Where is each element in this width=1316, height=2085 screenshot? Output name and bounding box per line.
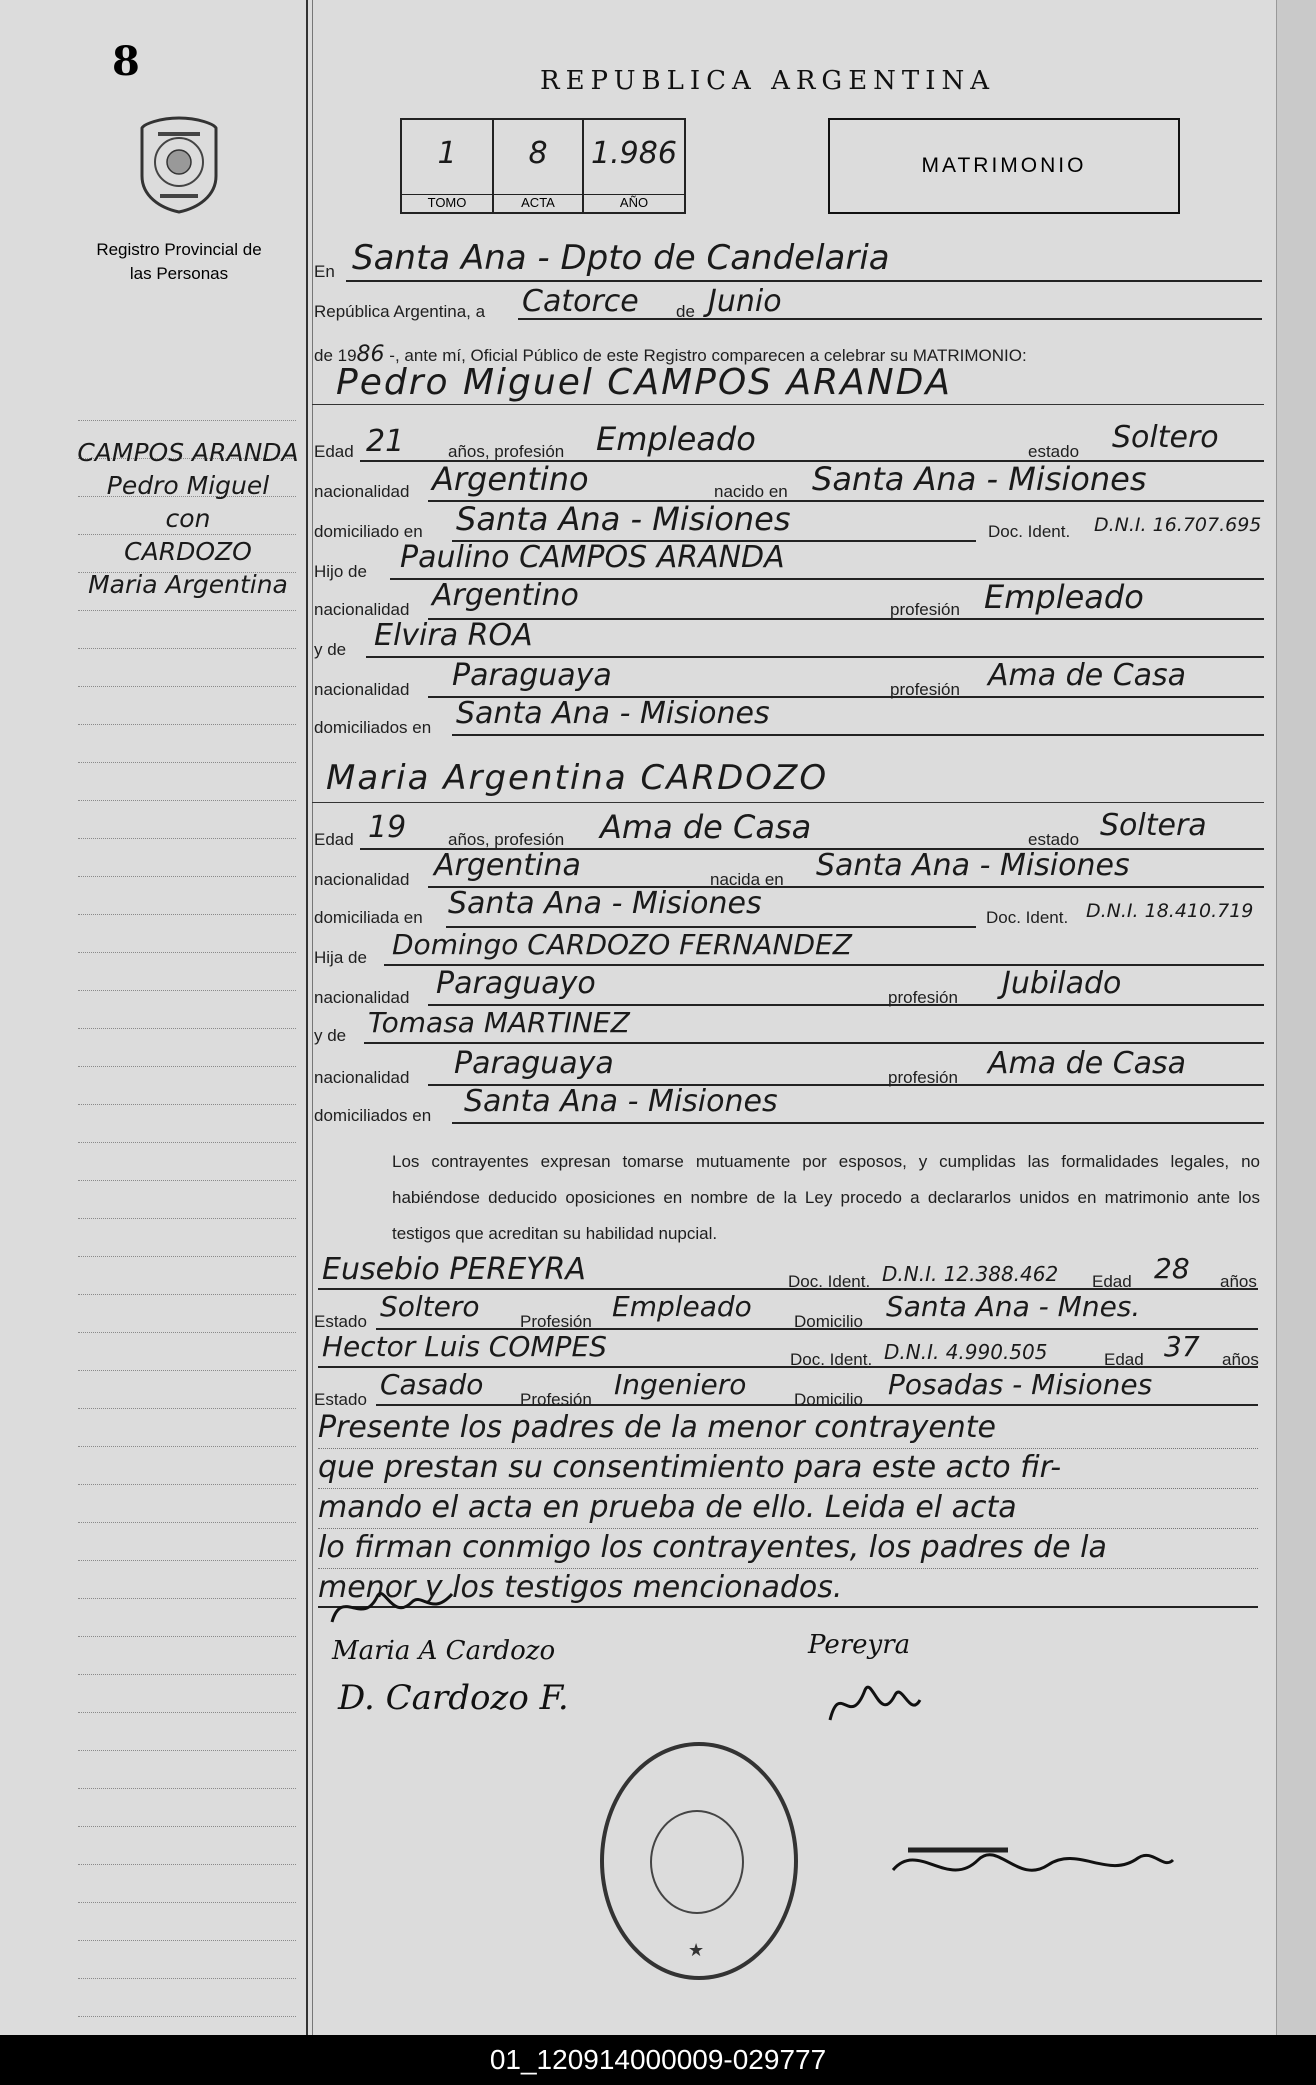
sidebar-rule xyxy=(78,610,296,611)
acta-value: 8 xyxy=(528,136,548,171)
bride-domicile: Santa Ana - Misiones xyxy=(448,886,762,921)
edad-label: Edad xyxy=(314,830,354,849)
sidebar-rule xyxy=(78,800,296,801)
bride-mother: Tomasa MARTINEZ xyxy=(368,1006,630,1039)
groom-nationality: Argentino xyxy=(432,460,589,498)
nacionalidad-label: nacionalidad xyxy=(314,988,410,1007)
doc-label: Doc. Ident. xyxy=(790,1350,873,1369)
profesion-label: años, profesión xyxy=(448,442,565,461)
doc-label: Doc. Ident. xyxy=(788,1272,871,1291)
tomo-label: TOMO xyxy=(402,194,492,210)
sidebar-rule xyxy=(78,1446,296,1447)
sidebar-rule xyxy=(78,990,296,991)
sidebar-rule xyxy=(78,420,296,421)
sidebar-rule xyxy=(78,1256,296,1257)
sidebar-rule xyxy=(78,952,296,953)
sidebar-rule xyxy=(78,1978,296,1979)
domiciliado-label: domiciliado en xyxy=(314,522,423,541)
estado-label: estado xyxy=(1028,830,1080,849)
witness-signature: Pereyra xyxy=(808,1630,911,1660)
sidebar-rule xyxy=(78,1864,296,1865)
nacido-label: nacido en xyxy=(714,482,788,501)
bride-mother-line xyxy=(364,1042,1264,1044)
profesion-label: profesión xyxy=(890,600,960,619)
sidebar-rule xyxy=(78,1142,296,1143)
sidebar-rule xyxy=(78,1484,296,1485)
legal-declaration xyxy=(312,1144,1260,1252)
de-label: de xyxy=(676,302,695,321)
groom-name-rule xyxy=(312,404,1264,405)
domicilio-label: Domicilio xyxy=(794,1390,863,1409)
place-value: Santa Ana - Dpto de Candelaria xyxy=(352,238,890,278)
groom-parents-domicile: Santa Ana - Misiones xyxy=(456,696,770,731)
witness-2-age: 37 xyxy=(1164,1330,1200,1363)
note-line: con xyxy=(165,504,211,533)
stamp-emblem xyxy=(650,1810,744,1914)
witness-2-doc: D.N.I. 4.990.505 xyxy=(884,1340,1048,1364)
domiciliados-label: domiciliados en xyxy=(314,718,432,737)
nacionalidad-label: nacionalidad xyxy=(314,600,410,619)
official-signature xyxy=(888,1830,1178,1900)
note-line: Pedro Miguel xyxy=(106,471,270,500)
groom-parents-dom-line xyxy=(452,734,1264,736)
witness-2-profession: Ingeniero xyxy=(614,1368,747,1401)
profesion-label: años, profesión xyxy=(448,830,565,849)
sidebar-rule xyxy=(78,1940,296,1941)
sidebar-rule xyxy=(78,648,296,649)
bride-mother-profession: Ama de Casa xyxy=(988,1046,1187,1081)
bride-doc: D.N.I. 18.410.719 xyxy=(1086,900,1254,922)
sidebar-rule xyxy=(78,914,296,915)
nacionalidad-label: nacionalidad xyxy=(314,870,410,889)
sidebar-rule xyxy=(78,1294,296,1295)
note-line: mando el acta en prueba de ello. Leida el acta xyxy=(318,1490,1017,1525)
note-rule xyxy=(318,1528,1258,1529)
note-line: CARDOZO xyxy=(124,537,252,566)
sidebar-rule xyxy=(78,762,296,763)
sidebar-rule xyxy=(78,1636,296,1637)
estado-label: Estado xyxy=(314,1312,367,1331)
nacida-label: nacida en xyxy=(710,870,784,889)
father-label: Hija de xyxy=(314,948,367,967)
profesion-label: profesión xyxy=(890,680,960,699)
witness-2-status: Casado xyxy=(380,1368,484,1401)
sidebar-rule xyxy=(78,1370,296,1371)
anos-label: años xyxy=(1222,1350,1259,1369)
nacionalidad-label: nacionalidad xyxy=(314,1068,410,1087)
record-type: MATRIMONIO xyxy=(921,154,1087,177)
witness-1-name: Eusebio PEREYRA xyxy=(322,1252,586,1287)
profesion-label: profesión xyxy=(888,1068,958,1087)
bride-nationality: Argentina xyxy=(434,848,581,883)
bride-status: Soltera xyxy=(1100,808,1207,843)
stamp-star-icon: ★ xyxy=(688,1940,705,1960)
note-line: menor y los testigos mencionados. xyxy=(318,1570,843,1605)
sidebar-rule xyxy=(78,1750,296,1751)
bride-father-profession: Jubilado xyxy=(1002,966,1122,1001)
edad-label: Edad xyxy=(1104,1350,1144,1369)
sidebar-rule xyxy=(78,1180,296,1181)
witness-1-profession: Empleado xyxy=(612,1290,752,1323)
groom-mother-profession: Ama de Casa xyxy=(988,658,1187,693)
profesion-label: Profesión xyxy=(520,1390,592,1409)
sidebar-rule xyxy=(78,876,296,877)
sidebar-rule xyxy=(78,2016,296,2017)
bride-age: 19 xyxy=(368,810,407,845)
note-line: Presente los padres de la menor contrayente xyxy=(318,1410,997,1445)
groom-father-profession: Empleado xyxy=(984,578,1144,616)
page-edge xyxy=(1276,0,1316,2035)
acta-cell xyxy=(494,120,584,212)
bride-name-rule xyxy=(312,802,1264,803)
domiciliados-label: domiciliados en xyxy=(314,1106,432,1125)
sidebar-rule xyxy=(78,1902,296,1903)
legal-text: Los contrayentes expresan tomarse mutuamente por esposos, y cumplidas las formalidades legales, no habiéndose deducido oposiciones en nombre de la Ley procedo a declararlos unidos en matrimonio ante los testigos que acreditan su habilidad nupcial. xyxy=(392,1152,1260,1243)
father-signature: D. Cardozo F. xyxy=(338,1678,569,1718)
day-value: Catorce xyxy=(522,284,639,319)
acta-label: ACTA xyxy=(494,194,582,210)
sidebar-rule xyxy=(78,724,296,725)
witness-1-doc: D.N.I. 12.388.462 xyxy=(882,1262,1059,1286)
edad-label: Edad xyxy=(314,442,354,461)
margin-rule xyxy=(306,0,308,2035)
year-prefix: de 19 xyxy=(314,346,357,365)
note-line: lo firman conmigo los contrayentes, los padres de la xyxy=(318,1530,1107,1565)
profesion-label: profesión xyxy=(888,988,958,1007)
sidebar-rule xyxy=(78,1598,296,1599)
groom-domicile: Santa Ana - Misiones xyxy=(456,500,791,538)
page-number: 8 xyxy=(112,38,140,85)
sidebar-rule xyxy=(78,1218,296,1219)
witness-1-status: Soltero xyxy=(380,1290,480,1323)
bride-mother-nationality: Paraguaya xyxy=(454,1046,614,1081)
tomo-value: 1 xyxy=(437,136,457,171)
sidebar-rule xyxy=(78,1560,296,1561)
groom-mother: Elvira ROA xyxy=(374,618,533,653)
groom-mother-nationality: Paraguaya xyxy=(452,658,612,693)
groom-father-nat-line xyxy=(428,618,1264,620)
sidebar-rule xyxy=(78,1788,296,1789)
groom-father: Paulino CAMPOS ARANDA xyxy=(400,540,785,575)
groom-name: Pedro Miguel CAMPOS ARANDA xyxy=(336,362,953,403)
ano-cell xyxy=(584,120,684,212)
sidebar-rule xyxy=(78,1674,296,1675)
sidebar-rule xyxy=(78,1826,296,1827)
bride-parents-domicile: Santa Ana - Misiones xyxy=(464,1084,778,1119)
doc-label: Doc. Ident. xyxy=(988,522,1071,541)
sidebar-rule xyxy=(78,1408,296,1409)
domicilio-label: Domicilio xyxy=(794,1312,863,1331)
estado-label: Estado xyxy=(314,1390,367,1409)
republica-label: República Argentina, a xyxy=(314,302,486,321)
groom-profession: Empleado xyxy=(596,420,756,458)
observations xyxy=(318,1408,1107,1608)
bride-signature: Maria A Cardozo xyxy=(332,1636,556,1666)
ano-value: 1.986 xyxy=(591,136,677,171)
bride-profession: Ama de Casa xyxy=(600,808,812,846)
registration-box xyxy=(400,118,686,214)
margin-rule-inner xyxy=(312,0,313,2035)
sidebar-rule xyxy=(78,1104,296,1105)
anos-label: años xyxy=(1220,1272,1257,1291)
edad-label: Edad xyxy=(1092,1272,1132,1291)
groom-status: Soltero xyxy=(1112,420,1219,455)
note-rule xyxy=(318,1568,1258,1569)
note-line: CAMPOS ARANDA xyxy=(77,438,299,467)
witness-2-line-2 xyxy=(376,1404,1258,1406)
sidebar-rule xyxy=(78,686,296,687)
witness-1-age: 28 xyxy=(1154,1252,1190,1285)
record-type-box xyxy=(828,118,1180,214)
groom-doc: D.N.I. 16.707.695 xyxy=(1094,514,1262,536)
groom-signature xyxy=(322,1582,462,1632)
sidebar-rule xyxy=(78,1332,296,1333)
domiciliada-label: domiciliada en xyxy=(314,908,423,927)
witness-2-signature xyxy=(820,1670,930,1740)
note-rule xyxy=(318,1488,1258,1489)
month-value: Junio xyxy=(708,284,782,319)
mother-label: y de xyxy=(314,1026,347,1045)
witness-1-domicile: Santa Ana - Mnes. xyxy=(886,1290,1141,1323)
place-line xyxy=(346,280,1262,282)
doc-label: Doc. Ident. xyxy=(986,908,1069,927)
registry-name: Registro Provincial de las Personas xyxy=(96,240,262,283)
groom-birthplace: Santa Ana - Misiones xyxy=(812,460,1147,498)
sidebar-rule xyxy=(78,1028,296,1029)
groom-father-nationality: Argentino xyxy=(432,578,579,613)
groom-age: 21 xyxy=(366,424,405,459)
note-rule xyxy=(318,1448,1258,1449)
bride-father-nationality: Paraguayo xyxy=(436,966,596,1001)
bride-birthplace: Santa Ana - Misiones xyxy=(816,848,1130,883)
marginal-note xyxy=(72,436,304,601)
bride-parents-dom-line xyxy=(452,1122,1264,1124)
en-label: En xyxy=(314,262,335,281)
note-line: Maria Argentina xyxy=(88,570,288,599)
nacionalidad-label: nacionalidad xyxy=(314,680,410,699)
sidebar-rule xyxy=(78,838,296,839)
bride-father: Domingo CARDOZO FERNANDEZ xyxy=(392,928,852,961)
year-rest: -, ante mí, Oficial Público de este Registro comparecen a celebrar su MATRIMONIO: xyxy=(389,346,1027,365)
mother-label: y de xyxy=(314,640,347,659)
page-title: REPUBLICA ARGENTINA xyxy=(540,66,996,96)
father-label: Hijo de xyxy=(314,562,367,581)
profesion-label: Profesión xyxy=(520,1312,592,1331)
date-line xyxy=(518,318,1262,320)
nacionalidad-label: nacionalidad xyxy=(314,482,410,501)
sidebar-rule xyxy=(78,1522,296,1523)
ano-label: AÑO xyxy=(584,194,684,210)
provincial-seal-icon xyxy=(138,114,220,214)
witness-2-domicile: Posadas - Misiones xyxy=(888,1368,1153,1401)
sidebar-rule xyxy=(78,1712,296,1713)
witness-2-name: Hector Luis COMPES xyxy=(322,1330,607,1363)
note-line: que prestan su consentimiento para este acto fir- xyxy=(318,1450,1062,1485)
image-caption: 01_120914000009-029777 xyxy=(489,2044,827,2075)
estado-label: estado xyxy=(1028,442,1080,461)
year-suffix: 86 xyxy=(356,342,385,367)
tomo-cell xyxy=(402,120,494,212)
bride-name: Maria Argentina CARDOZO xyxy=(326,758,829,798)
sidebar-rule xyxy=(78,1066,296,1067)
